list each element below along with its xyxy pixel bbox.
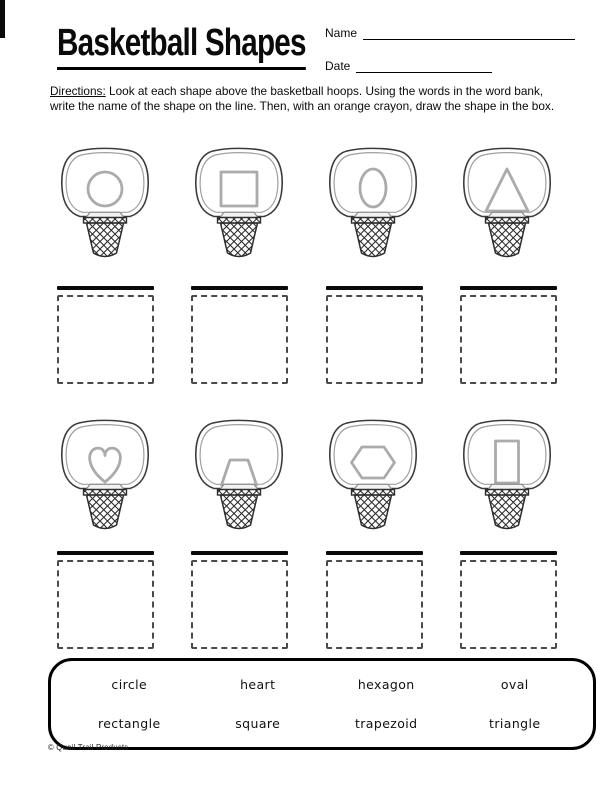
basketball-hoop-graphic (323, 144, 423, 262)
shape-name-answer-line (57, 551, 154, 555)
shape-name-answer-line (326, 551, 423, 555)
basketball-hoop-graphic (457, 416, 557, 534)
date-blank-line (356, 59, 492, 73)
shape-name-answer-line (191, 286, 288, 290)
answer-cell (326, 551, 423, 649)
hoop-row-2 (55, 416, 557, 534)
rim-shelf (86, 484, 124, 489)
shape-draw-box (191, 295, 288, 384)
rim-shelf (220, 484, 258, 489)
rim-shelf (488, 484, 526, 489)
shape-draw-box (326, 295, 423, 384)
basketball-hoop-graphic (323, 416, 423, 534)
shape-draw-box (57, 295, 154, 384)
answer-cell (326, 286, 423, 384)
answer-cell (57, 551, 154, 649)
name-blank-line (363, 26, 575, 40)
basketball-hoop-graphic (457, 144, 557, 262)
rim (486, 490, 529, 496)
basketball-hoop-trapezoid (189, 416, 289, 534)
word-bank (48, 658, 596, 750)
rim-shelf (488, 212, 526, 217)
basketball-hoop-hexagon (323, 416, 423, 534)
name-label: Name (325, 26, 358, 40)
word-bank-word: hexagon (357, 677, 415, 692)
rim-shelf (220, 212, 258, 217)
word-bank-word: triangle (489, 716, 541, 731)
basketball-hoop-square (189, 144, 289, 262)
rim (218, 218, 261, 224)
rim-shelf (354, 212, 392, 217)
net (489, 223, 526, 257)
answer-cell (191, 551, 288, 649)
basketball-hoop-triangle (457, 144, 557, 262)
word-bank-word: square (235, 716, 281, 731)
shape-name-answer-line (460, 286, 557, 290)
rim (218, 490, 261, 496)
header-fields (325, 26, 575, 92)
basketball-hoop-circle (55, 144, 155, 262)
answer-cell (57, 286, 154, 384)
word-bank-word: rectangle (97, 716, 161, 731)
shape-draw-box (460, 295, 557, 384)
rim (352, 490, 395, 496)
net (87, 495, 124, 529)
answer-cell (191, 286, 288, 384)
shape-name-answer-line (326, 286, 423, 290)
rim (84, 490, 127, 496)
copyright: © Quail Trail Products (48, 743, 129, 752)
rim-shelf (86, 212, 124, 217)
net (221, 495, 258, 529)
net (355, 495, 392, 529)
directions-label: Directions: (50, 84, 106, 98)
answer-row-2 (57, 551, 557, 649)
basketball-hoop-graphic (189, 416, 289, 534)
answer-cell (460, 551, 557, 649)
word-bank-word: trapezoid (354, 716, 418, 731)
net (87, 223, 124, 257)
answer-cell (460, 286, 557, 384)
directions (50, 84, 568, 113)
basketball-hoop-rectangle (457, 416, 557, 534)
name-field (325, 26, 575, 40)
word-bank-word: heart (240, 677, 276, 692)
basketball-hoop-heart (55, 416, 155, 534)
hoop-row-1 (55, 144, 557, 262)
rim-shelf (354, 484, 392, 489)
shape-draw-box (460, 560, 557, 649)
shape-draw-box (57, 560, 154, 649)
title-text: Basketball Shapes (57, 22, 306, 64)
rim (352, 218, 395, 224)
net (221, 223, 258, 257)
shape-draw-box (326, 560, 423, 649)
directions-text: Look at each shape above the basketball hoops. Using the words in the word bank, write the name of the shape on the line. Then, with an orange crayon, draw the shape in the box. (50, 84, 555, 113)
word-bank-word: oval (500, 677, 529, 692)
title-underline (57, 22, 306, 70)
scan-artifact-mark (0, 0, 5, 38)
shape-draw-box (191, 560, 288, 649)
date-label: Date (325, 59, 351, 73)
answer-row-1 (57, 286, 557, 384)
shape-name-answer-line (460, 551, 557, 555)
net (489, 495, 526, 529)
rim (486, 218, 529, 224)
date-field (325, 59, 575, 73)
net (355, 223, 392, 257)
basketball-hoop-graphic (55, 144, 155, 262)
word-bank-word: circle (111, 677, 148, 692)
basketball-hoop-graphic (55, 416, 155, 534)
basketball-hoop-graphic (189, 144, 289, 262)
shape-name-answer-line (57, 286, 154, 290)
rim (84, 218, 127, 224)
basketball-hoop-oval (323, 144, 423, 262)
shape-name-answer-line (191, 551, 288, 555)
